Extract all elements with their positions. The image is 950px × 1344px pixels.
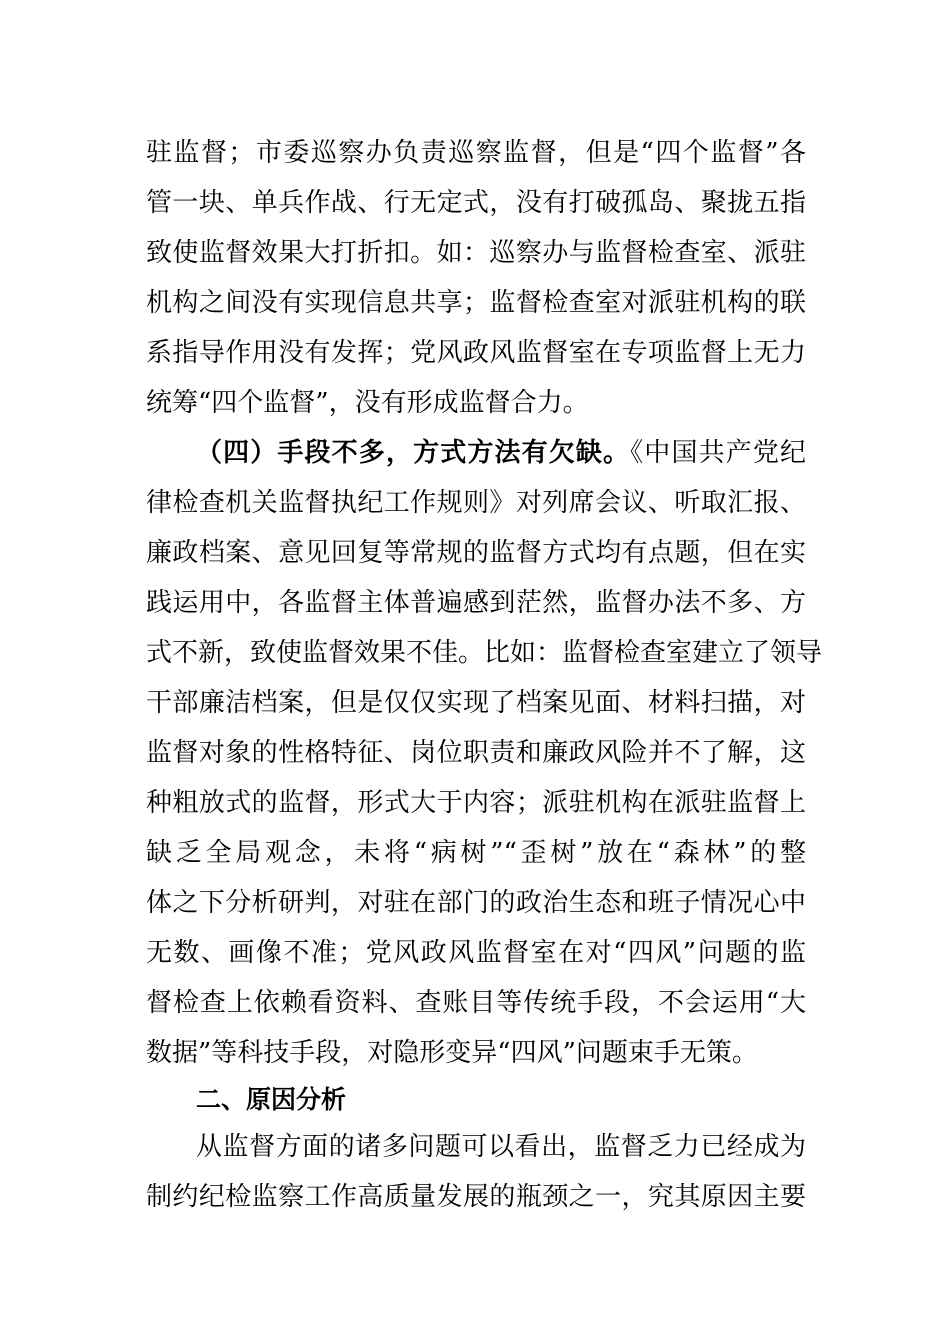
section-heading-cause-analysis: 二、原因分析 bbox=[196, 1085, 347, 1114]
paragraph-2-line-2: 律检查机关监督执纪工作规则》对列席会议、听取汇报、 bbox=[146, 488, 806, 518]
paragraph-2-line-13: 数据”等科技手段，对隐形变异“四风”问题束手无策。 bbox=[146, 1038, 758, 1068]
paragraph-2-line-11: 无数、画像不准；党风政风监督室在对“四风”问题的监 bbox=[146, 938, 806, 968]
paragraph-1-line-4: 机构之间没有实现信息共享；监督检查室对派驻机构的联 bbox=[146, 288, 806, 318]
paragraph-2-line-3: 廉政档案、意见回复等常规的监督方式均有点题，但在实 bbox=[146, 538, 806, 568]
paragraph-2-line-5: 式不新，致使监督效果不佳。比如：监督检查室建立了领导 bbox=[146, 638, 823, 668]
paragraph-1-line-5: 系指导作用没有发挥；党风政风监督室在专项监督上无力 bbox=[146, 338, 806, 368]
paragraph-1-line-3: 致使监督效果大打折扣。如：巡察办与监督检查室、派驻 bbox=[146, 238, 806, 268]
paragraph-2-line-12: 督检查上依赖看资料、查账目等传统手段，不会运用“大 bbox=[146, 988, 806, 1018]
paragraph-2-line-1 bbox=[196, 428, 806, 478]
paragraph-2-line-10: 体之下分析研判，对驻在部门的政治生态和班子情况心中 bbox=[146, 888, 806, 918]
paragraph-2-line-1-rest: 《中国共产党纪 bbox=[630, 438, 806, 468]
paragraph-2-line-7: 监督对象的性格特征、岗位职责和廉政风险并不了解，这 bbox=[146, 738, 806, 768]
paragraph-2-line-6: 干部廉洁档案，但是仅仅实现了档案见面、材料扫描，对 bbox=[146, 688, 806, 718]
paragraph-2-line-4: 践运用中，各监督主体普遍感到茫然，监督办法不多、方 bbox=[146, 588, 806, 618]
paragraph-3-line-2: 制约纪检监察工作高质量发展的瓶颈之一，究其原因主要 bbox=[146, 1182, 806, 1212]
paragraph-1-line-1: 驻监督；市委巡察办负责巡察监督，但是“四个监督”各 bbox=[146, 138, 806, 168]
subheading-four: （四）手段不多，方式方法有欠缺。 bbox=[196, 438, 631, 468]
paragraph-3-line-1: 从监督方面的诸多问题可以看出，监督乏力已经成为 bbox=[196, 1132, 806, 1162]
paragraph-2-line-8: 种粗放式的监督，形式大于内容；派驻机构在派驻监督上 bbox=[146, 788, 806, 818]
paragraph-1-line-2: 管一块、单兵作战、行无定式，没有打破孤岛、聚拢五指 bbox=[146, 188, 806, 218]
paragraph-1-line-6: 统筹“四个监督”，没有形成监督合力。 bbox=[146, 388, 589, 418]
paragraph-2-line-9: 缺乏全局观念，未将“病树”“歪树”放在“森林”的整 bbox=[146, 838, 806, 868]
